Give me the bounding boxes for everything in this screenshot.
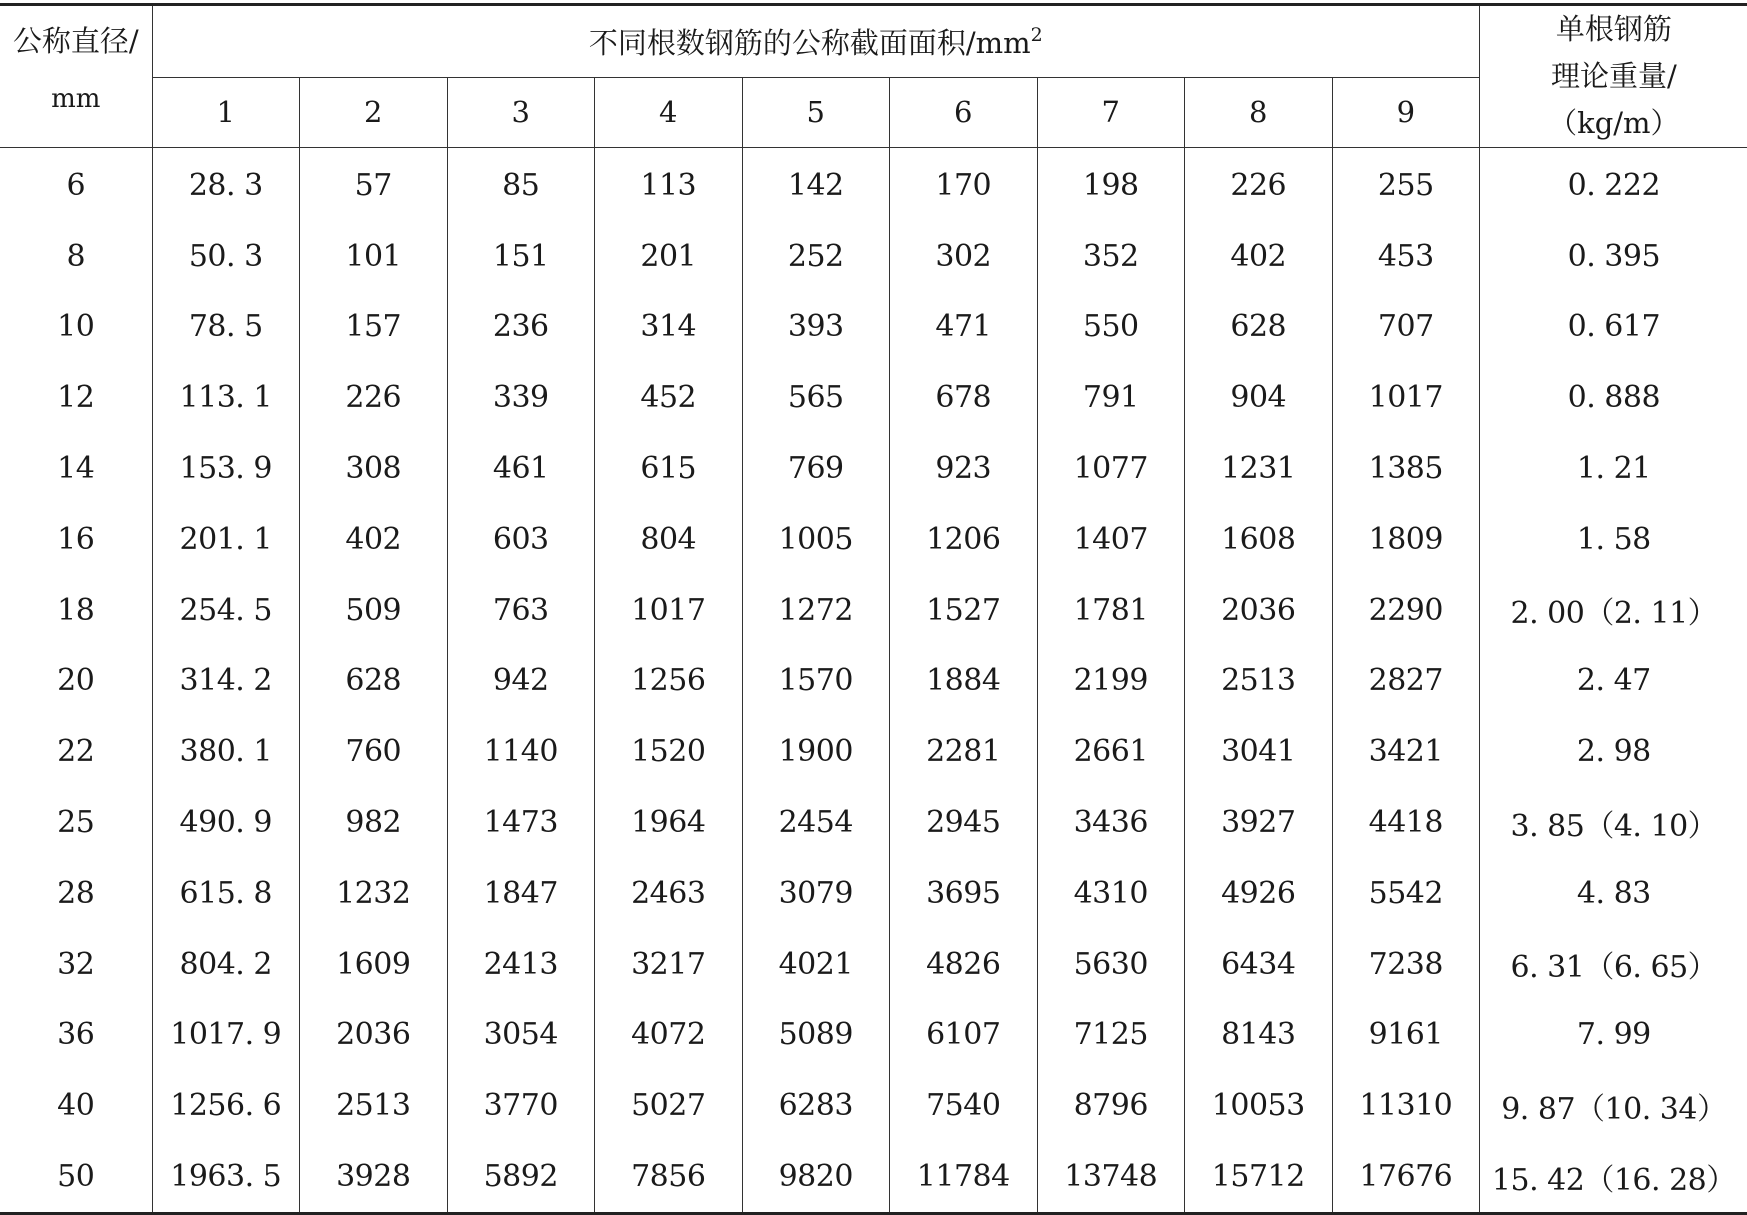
diameter-cell: 50	[57, 1159, 95, 1195]
weight-cell: 3. 85（4. 10）	[1480, 787, 1747, 858]
area-header-exponent: 2	[1030, 23, 1043, 46]
weight-cell: 15. 42（16. 28）	[1480, 1141, 1747, 1213]
weight-cell: 4. 83	[1480, 858, 1747, 929]
area-cell: 5089	[742, 1000, 890, 1071]
area-cell: 85	[447, 148, 595, 221]
area-cell: 157	[300, 292, 448, 363]
area-cell: 201	[595, 221, 743, 292]
area-cell: 2290	[1332, 575, 1480, 646]
bar-count-header: 4	[595, 77, 743, 148]
area-cell: 3217	[595, 929, 743, 1000]
area-cell: 3770	[447, 1070, 595, 1141]
area-cell: 3041	[1185, 716, 1333, 787]
area-cell: 904	[1185, 362, 1333, 433]
weight-cell: 9. 87（10. 34）	[1480, 1070, 1747, 1141]
weight-cell: 1. 58	[1480, 504, 1747, 575]
table-row	[0, 929, 1747, 1000]
area-cell: 226	[1185, 148, 1333, 221]
table-row	[0, 1000, 1747, 1071]
area-cell: 707	[1332, 292, 1480, 363]
area-cell: 1005	[742, 504, 890, 575]
area-cell: 550	[1037, 292, 1185, 363]
area-cell: 471	[890, 292, 1038, 363]
diameter-header-line1: 公称直径/	[12, 24, 139, 58]
diameter-cell: 28	[57, 875, 95, 911]
area-cell: 151	[447, 221, 595, 292]
area-cell: 791	[1037, 362, 1185, 433]
area-cell: 2945	[890, 787, 1038, 858]
area-cell: 113. 1	[152, 362, 300, 433]
area-cell: 2827	[1332, 646, 1480, 717]
area-cell: 5630	[1037, 929, 1185, 1000]
area-cell: 1256. 6	[152, 1070, 300, 1141]
area-header	[152, 5, 1480, 78]
diameter-cell: 18	[57, 592, 95, 628]
area-header-text: 不同根数钢筋的公称截面面积/mm	[588, 25, 1031, 60]
area-cell: 1884	[890, 646, 1038, 717]
area-cell: 6283	[742, 1070, 890, 1141]
area-cell: 402	[1185, 221, 1333, 292]
area-cell: 201. 1	[152, 504, 300, 575]
area-cell: 1570	[742, 646, 890, 717]
table-row	[0, 858, 1747, 929]
area-cell: 142	[742, 148, 890, 221]
area-cell: 13748	[1037, 1141, 1185, 1213]
area-cell: 3927	[1185, 787, 1333, 858]
diameter-header	[0, 5, 152, 148]
weight-cell: 2. 00（2. 11）	[1480, 575, 1747, 646]
diameter-cell: 10	[57, 309, 95, 345]
area-cell: 226	[300, 362, 448, 433]
area-cell: 7238	[1332, 929, 1480, 1000]
area-cell: 2513	[1185, 646, 1333, 717]
area-cell: 1527	[890, 575, 1038, 646]
table-row	[0, 716, 1747, 787]
area-cell: 5027	[595, 1070, 743, 1141]
weight-cell: 0. 395	[1480, 221, 1747, 292]
table-row	[0, 292, 1747, 363]
diameter-cell: 32	[57, 946, 95, 982]
area-cell: 1963. 5	[152, 1141, 300, 1213]
area-cell: 490. 9	[152, 787, 300, 858]
area-cell: 1407	[1037, 504, 1185, 575]
area-cell: 1206	[890, 504, 1038, 575]
area-cell: 2463	[595, 858, 743, 929]
area-cell: 1017. 9	[152, 1000, 300, 1071]
area-cell: 9161	[1332, 1000, 1480, 1071]
diameter-cell: 22	[57, 734, 95, 770]
area-cell: 252	[742, 221, 890, 292]
table-row	[0, 1141, 1747, 1213]
weight-cell: 2. 47	[1480, 646, 1747, 717]
table-row	[0, 1070, 1747, 1141]
area-cell: 3928	[300, 1141, 448, 1213]
area-cell: 11310	[1332, 1070, 1480, 1141]
area-cell: 339	[447, 362, 595, 433]
area-cell: 804	[595, 504, 743, 575]
area-cell: 302	[890, 221, 1038, 292]
area-cell: 352	[1037, 221, 1185, 292]
table-row	[0, 221, 1747, 292]
area-cell: 254. 5	[152, 575, 300, 646]
area-cell: 170	[890, 148, 1038, 221]
area-cell: 153. 9	[152, 433, 300, 504]
area-cell: 255	[1332, 148, 1480, 221]
area-cell: 1017	[1332, 362, 1480, 433]
area-cell: 1140	[447, 716, 595, 787]
weight-header-line1: 单根钢筋	[1555, 12, 1672, 46]
diameter-cell: 25	[57, 805, 95, 841]
area-cell: 1609	[300, 929, 448, 1000]
area-cell: 4418	[1332, 787, 1480, 858]
area-cell: 9820	[742, 1141, 890, 1213]
area-cell: 2199	[1037, 646, 1185, 717]
table-row	[0, 433, 1747, 504]
area-cell: 402	[300, 504, 448, 575]
area-cell: 4926	[1185, 858, 1333, 929]
area-cell: 17676	[1332, 1141, 1480, 1213]
area-cell: 393	[742, 292, 890, 363]
area-cell: 380. 1	[152, 716, 300, 787]
diameter-cell: 6	[66, 167, 86, 203]
area-cell: 3436	[1037, 787, 1185, 858]
area-cell: 1608	[1185, 504, 1333, 575]
table-row	[0, 646, 1747, 717]
area-cell: 7125	[1037, 1000, 1185, 1071]
area-cell: 1781	[1037, 575, 1185, 646]
bar-count-header: 1	[152, 77, 300, 148]
weight-header	[1480, 5, 1747, 148]
diameter-cell: 16	[57, 521, 95, 557]
area-cell: 8143	[1185, 1000, 1333, 1071]
area-cell: 2513	[300, 1070, 448, 1141]
weight-cell: 0. 222	[1480, 148, 1747, 221]
area-cell: 3054	[447, 1000, 595, 1071]
area-cell: 628	[300, 646, 448, 717]
bar-count-header: 5	[742, 77, 890, 148]
diameter-cell: 36	[57, 1017, 95, 1053]
area-cell: 3079	[742, 858, 890, 929]
area-cell: 2661	[1037, 716, 1185, 787]
area-cell: 1231	[1185, 433, 1333, 504]
area-cell: 314	[595, 292, 743, 363]
area-cell: 2281	[890, 716, 1038, 787]
table-row	[0, 362, 1747, 433]
area-cell: 763	[447, 575, 595, 646]
diameter-header-unit: mm	[51, 84, 101, 114]
area-cell: 5542	[1332, 858, 1480, 929]
weight-cell: 2. 98	[1480, 716, 1747, 787]
area-cell: 28. 3	[152, 148, 300, 221]
weight-header-line2: 理论重量/	[1550, 59, 1677, 93]
diameter-cell: 12	[57, 380, 95, 416]
area-cell: 769	[742, 433, 890, 504]
area-cell: 101	[300, 221, 448, 292]
area-cell: 6107	[890, 1000, 1038, 1071]
area-cell: 678	[890, 362, 1038, 433]
area-cell: 1272	[742, 575, 890, 646]
area-cell: 15712	[1185, 1141, 1333, 1213]
weight-cell: 6. 31（6. 65）	[1480, 929, 1747, 1000]
rebar-area-table	[0, 3, 1747, 1215]
area-cell: 5892	[447, 1141, 595, 1213]
area-cell: 6434	[1185, 929, 1333, 1000]
area-cell: 461	[447, 433, 595, 504]
area-cell: 3421	[1332, 716, 1480, 787]
weight-cell: 0. 888	[1480, 362, 1747, 433]
area-cell: 1256	[595, 646, 743, 717]
area-cell: 1809	[1332, 504, 1480, 575]
diameter-cell: 8	[66, 238, 86, 274]
weight-cell: 0. 617	[1480, 292, 1747, 363]
area-cell: 942	[447, 646, 595, 717]
area-cell: 1077	[1037, 433, 1185, 504]
area-cell: 452	[595, 362, 743, 433]
area-cell: 314. 2	[152, 646, 300, 717]
area-cell: 453	[1332, 221, 1480, 292]
area-cell: 1232	[300, 858, 448, 929]
area-cell: 982	[300, 787, 448, 858]
weight-header-line3: （kg/m）	[1548, 106, 1680, 140]
bar-count-header: 3	[447, 77, 595, 148]
area-cell: 804. 2	[152, 929, 300, 1000]
area-cell: 4072	[595, 1000, 743, 1071]
area-cell: 57	[300, 148, 448, 221]
bar-count-header: 8	[1185, 77, 1333, 148]
area-cell: 2036	[300, 1000, 448, 1071]
bar-count-header: 6	[890, 77, 1038, 148]
area-cell: 50. 3	[152, 221, 300, 292]
area-cell: 1847	[447, 858, 595, 929]
area-cell: 7540	[890, 1070, 1038, 1141]
bar-count-header: 2	[300, 77, 448, 148]
area-cell: 11784	[890, 1141, 1038, 1213]
weight-cell: 7. 99	[1480, 1000, 1747, 1071]
area-cell: 308	[300, 433, 448, 504]
area-cell: 4826	[890, 929, 1038, 1000]
area-cell: 10053	[1185, 1070, 1333, 1141]
bar-count-header: 7	[1037, 77, 1185, 148]
table-row	[0, 787, 1747, 858]
diameter-cell: 20	[57, 663, 95, 699]
area-cell: 78. 5	[152, 292, 300, 363]
area-cell: 1473	[447, 787, 595, 858]
area-cell: 7856	[595, 1141, 743, 1213]
area-cell: 615	[595, 433, 743, 504]
area-cell: 1520	[595, 716, 743, 787]
area-cell: 1964	[595, 787, 743, 858]
area-cell: 2413	[447, 929, 595, 1000]
area-cell: 4021	[742, 929, 890, 1000]
area-cell: 760	[300, 716, 448, 787]
bar-count-header: 9	[1332, 77, 1480, 148]
diameter-cell: 40	[57, 1088, 95, 1124]
table-row	[0, 575, 1747, 646]
area-cell: 615. 8	[152, 858, 300, 929]
diameter-cell: 14	[57, 451, 95, 487]
area-cell: 2454	[742, 787, 890, 858]
area-cell: 628	[1185, 292, 1333, 363]
area-cell: 236	[447, 292, 595, 363]
area-cell: 1900	[742, 716, 890, 787]
area-cell: 1017	[595, 575, 743, 646]
area-cell: 113	[595, 148, 743, 221]
table-body	[0, 148, 1747, 1214]
area-cell: 198	[1037, 148, 1185, 221]
area-cell: 3695	[890, 858, 1038, 929]
weight-cell: 1. 21	[1480, 433, 1747, 504]
area-cell: 4310	[1037, 858, 1185, 929]
area-cell: 1385	[1332, 433, 1480, 504]
area-cell: 2036	[1185, 575, 1333, 646]
table-row	[0, 504, 1747, 575]
area-cell: 8796	[1037, 1070, 1185, 1141]
area-cell: 603	[447, 504, 595, 575]
area-cell: 565	[742, 362, 890, 433]
area-cell: 509	[300, 575, 448, 646]
area-cell: 923	[890, 433, 1038, 504]
table-row	[0, 148, 1747, 221]
